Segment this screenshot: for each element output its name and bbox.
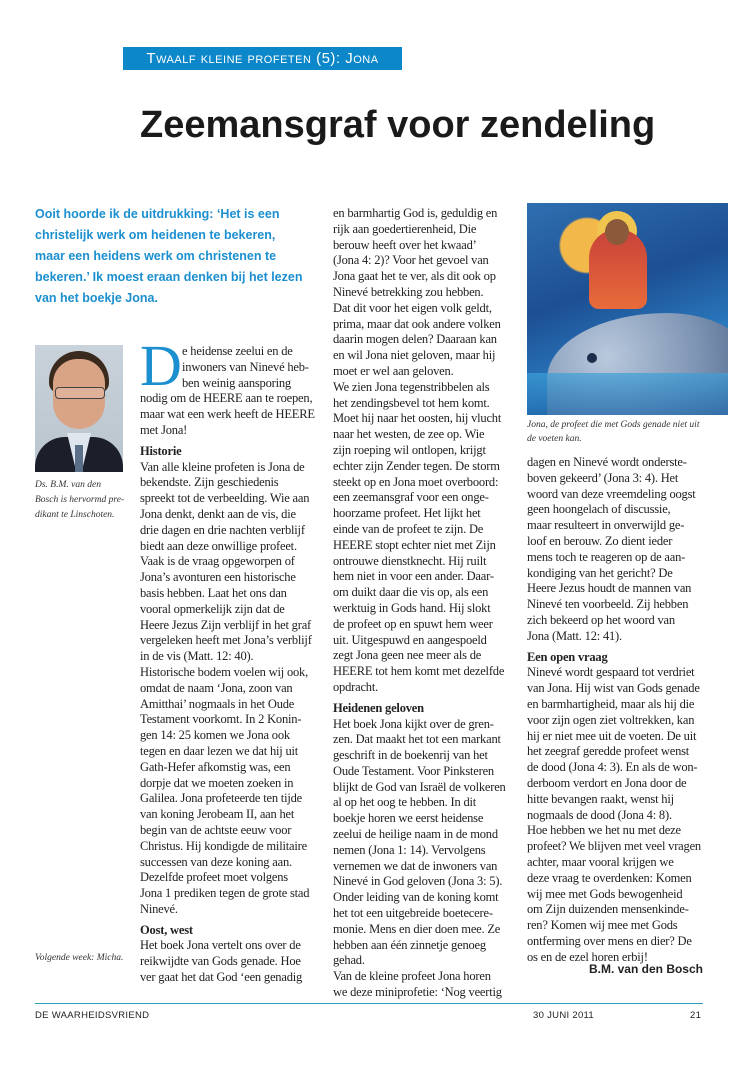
body-text-line: echter zijn Zender tegen. De storm — [333, 458, 500, 473]
body-text-line: Testament voorkomt. In 2 Konin- — [140, 712, 302, 727]
body-text-line: inwoners van Ninevé heb- — [182, 359, 309, 374]
body-text-line: hoorzame profeet. Het lijkt het — [333, 506, 481, 521]
body-text-line: Ninevé. — [140, 901, 178, 916]
body-text-line: van Jona. Hij wist van Gods genade — [527, 681, 700, 696]
article-column-1 — [140, 344, 326, 986]
body-text-line: Onder leiding van de koning komt — [333, 890, 499, 905]
body-text-line: het zeegraf geredde profeet wenst — [527, 744, 690, 759]
body-text-line: vergeleken heeft met Jona’s verblijf — [140, 633, 312, 648]
body-text-line: Hoe hebben we het nu met deze — [527, 823, 681, 838]
body-text-line: Dezelfde profeet moet volgens — [140, 870, 288, 885]
body-text-line: werktuig in Gods hand. Hij slokt — [333, 600, 491, 615]
footer-page-number: 21 — [690, 1010, 702, 1021]
body-text-line: dagen en Ninevé wordt onderste- — [527, 455, 687, 469]
body-text-line: Oude Testament. Voor Pinksteren — [333, 763, 494, 778]
body-text-line: naar het westen, de zee op. Wie — [333, 427, 485, 442]
section-heading: Historie — [140, 443, 182, 458]
body-text-line: os en de ezel horen erbij! — [527, 949, 648, 964]
body-text-line: Amitthai’ nogmaals in het Oude — [140, 696, 295, 711]
body-text-line: Moet hij naar het oosten, hij vlucht — [333, 411, 502, 426]
body-text-line: van koning Jerobeam II, aan het — [140, 807, 295, 822]
body-text-line: de dood (Jona 4: 3). En als de won- — [527, 760, 698, 775]
body-text-line: zegt Jona geen nee meer als de — [333, 648, 482, 663]
section-heading: Heidenen geloven — [333, 700, 424, 715]
body-text-line: Dat dit voor het eigen volk geldt, — [333, 300, 492, 315]
body-text-line: zijn roeping wil ontlopen, krijgt — [333, 442, 486, 457]
body-text-line: HEERE tot hem komt met dezelfde — [333, 664, 505, 679]
caption-line: Bosch is hervormd pre- — [35, 495, 125, 505]
body-text-line: maar resulteert in onverwijld ge- — [527, 518, 685, 533]
caption-line: Ds. B.M. van den — [35, 480, 101, 490]
body-text-line: rijk aan goedertierenheid, Die — [333, 221, 477, 236]
body-text-line: gehad. — [333, 953, 365, 968]
body-text-line: Historische bodem voelen wij ook, — [140, 664, 309, 679]
footer-publication: DE WAARHEIDSVRIEND — [35, 1010, 150, 1021]
author-photo — [35, 345, 123, 472]
series-banner: Twaalf kleine profeten (5): Jona — [123, 47, 402, 70]
footer-date: 30 JUNI 2011 — [533, 1010, 594, 1021]
body-text-line: gen 14: 25 komen we Jona ook — [140, 728, 290, 743]
body-text-line: Ninevé in God geloven (Jona 3: 5). — [333, 874, 503, 889]
body-text-line: tegen en daar lezen we dat hij uit — [140, 743, 299, 758]
body-text-line: maar wat een werk heeft de HEERE — [140, 407, 315, 422]
body-text-line: Van alle kleine profeten is Jona de — [140, 459, 305, 474]
body-text-line: Heere Jezus houdt de mannen van — [527, 581, 692, 596]
body-text-line: geen hoongelach of discussie, — [527, 502, 671, 517]
body-text-line: Jona 1 prediken tegen de grote stad — [140, 886, 310, 901]
body-text-line: al op het oog te hebben. In dit — [333, 795, 477, 810]
body-text-line: Ninevé ten voorbeeld. Zij hebben — [527, 597, 689, 612]
author-signature: B.M. van den Bosch — [588, 962, 703, 976]
section-heading: Een open vraag — [527, 649, 608, 664]
lead-line: christelijk werk om heidenen te bekeren, — [35, 228, 276, 242]
body-text-line: profeet? We blijven met veel vragen — [527, 839, 701, 854]
body-text-line: zich bekeerd op het woord van — [527, 612, 675, 627]
body-text-line: loof en berouw. Zo dient ieder — [527, 533, 673, 548]
body-text-line: zen. Dat maakt het tot een markant — [333, 732, 501, 747]
body-text-line: Ninevé wordt gespaard tot verdriet — [527, 665, 695, 680]
body-text-line: Jona denkt, denkt aan de vis, die — [140, 506, 296, 521]
body-text-line: nogmaals de dood (Jona 4: 8). — [527, 807, 672, 822]
body-text-line: achter, maar vooral krijgen we — [527, 854, 674, 869]
body-text-line: in de vis (Matt. 12: 40). — [140, 649, 254, 664]
body-text-line: dorpje dat we moeten zoeken in — [140, 775, 294, 790]
image-caption — [527, 418, 732, 446]
body-text-line: en wil Jona niet geloven, maar hij — [333, 348, 496, 363]
body-text-line: zeelui de heilige naam in de mond — [333, 827, 498, 842]
body-text-line: opdracht. — [333, 679, 379, 694]
body-text-line: woord van deze vreemdeling oogst — [527, 486, 696, 501]
body-text-line: voor zijn ogen ziet voltrekken, kan — [527, 712, 695, 727]
body-text-line: mens toch te reageren op de aan- — [527, 549, 686, 564]
body-text-line: vooral opmerkelijk zijn dat de — [140, 601, 285, 616]
section-heading: Oost, west — [140, 922, 193, 937]
body-text-line: Christus. Hij kondigde de militaire — [140, 838, 307, 853]
article-column-2 — [333, 206, 519, 1001]
body-text-line: en barmhartigheid, maar als hij die — [527, 696, 695, 711]
body-text-line: einde van de profeet te zijn. De — [333, 521, 484, 536]
body-text-line: boekje horen we eerst heidense — [333, 811, 484, 826]
body-text-line: steekt op en Jona moet overboord: — [333, 474, 499, 489]
next-week-note: Volgende week: Micha. — [35, 953, 124, 963]
lead-line: maar een heidens werk om christenen te — [35, 249, 277, 263]
body-text-line: ontrouwe dienstknecht. Hij ruilt — [333, 553, 487, 568]
lead-line: van het boekje Jona. — [35, 291, 158, 305]
body-text-line: (Jona 4: 2)? Voor het gevoel van — [333, 253, 489, 268]
body-text-line: uit. Uitgespuwd en aangespoeld — [333, 632, 487, 647]
body-text-line: ver gaat het dat God ‘een genadig — [140, 970, 303, 985]
body-text-line: omdat de naam ‘Jona, zoon van — [140, 680, 293, 695]
body-text-line: wij mee met Gods bewogenheid — [527, 886, 683, 901]
body-text-line: begin van de achtste eeuw voor — [140, 822, 292, 837]
body-text-line: reikwijdte van Gods genade. Hoe — [140, 954, 301, 969]
body-text-line: boven gekeerd’ (Jona 3: 4). Het — [527, 470, 679, 485]
body-text-line: met Jona! — [140, 422, 188, 437]
body-text-line: een zeemansgraf voor een onge- — [333, 490, 489, 505]
body-text-line: hebben aan één zinnetje genoeg — [333, 937, 486, 952]
body-text-line: Heere Jezus Zijn verblijf in het graf — [140, 617, 311, 632]
body-text-line: derboom verdort en Jona door de — [527, 775, 687, 790]
caption-line: dikant te Linschoten. — [35, 510, 115, 520]
body-text-line: we deze miniprofetie: ‘Nog veertig — [333, 985, 502, 1000]
body-text-line: deze vraag te overdenken: Komen — [527, 870, 692, 885]
body-text-line: berouw heeft over het kwaad’ — [333, 237, 477, 252]
body-text-line: Galilea. Jona profeteerde ten tijde — [140, 791, 303, 806]
body-text-line: moet er wel aan geloven. — [333, 363, 454, 378]
body-text-line: basis hebben. Laat het ons dan — [140, 585, 287, 600]
body-text-line: het zendingsbevel tot hem komt. — [333, 395, 490, 410]
body-text-line: en barmhartig God is, geduldig en — [333, 206, 498, 220]
body-text-line: de profeet op en spuwt hem weer — [333, 616, 493, 631]
body-text-line: geschrift in de boekenrij van het — [333, 748, 488, 763]
article-column-3 — [527, 455, 732, 966]
body-text-line: prima, maar dat ook andere volken — [333, 316, 501, 331]
body-text-line: hem niet in voor een ander. Daar- — [333, 569, 494, 584]
body-text-line: ben weinig aansporing — [182, 375, 291, 390]
body-text-line: ontferming over mens en dier? De — [527, 933, 692, 948]
body-text-line: Het boek Jona vertelt ons over de — [140, 938, 301, 953]
body-text-line: ren? Komen wij mee met Gods — [527, 918, 678, 933]
body-text-line: om Zijn duizenden mensenkinde- — [527, 902, 689, 917]
footer-divider — [35, 1003, 703, 1004]
body-text-line: Vaak is de vraag opgeworpen of — [140, 554, 295, 569]
body-text-line: om duikt daar die vis op, als een — [333, 585, 489, 600]
caption-line: de voeten kan. — [527, 434, 582, 444]
lead-line: Ooit hoorde ik de uitdrukking: ‘Het is een — [35, 207, 280, 221]
body-text-line: We zien Jona tegenstribbelen als — [333, 379, 490, 394]
lead-intro — [35, 204, 325, 309]
body-text-line: Gath-Hefer afkomstig was, een — [140, 759, 291, 774]
body-text-line: Ninevé betrekking zou hebben. — [333, 284, 484, 299]
author-caption — [35, 478, 130, 523]
body-text-line: Jona (Matt. 12: 41). — [527, 628, 622, 643]
body-text-line: Het boek Jona kijkt over de gren- — [333, 716, 494, 731]
body-text-line: daarin mogen delen? Daaraan kan — [333, 332, 497, 347]
body-text-line: e heidense zeelui en de — [182, 344, 293, 358]
body-text-line: biedt aan deze onwillige profeet. — [140, 538, 297, 553]
body-text-line: monie. Mens en dier doen mee. Ze — [333, 921, 501, 936]
lead-line: bekeren.’ Ik moest eraan denken bij het lezen — [35, 270, 303, 284]
body-text-line: Jona gaat het te ver, als dit ook op — [333, 269, 496, 284]
body-text-line: het tot een uitgebreide boetecere- — [333, 906, 493, 921]
body-text-line: blijkt de God van Israël de volkeren — [333, 779, 506, 794]
body-text-line: spreekt tot de verbeelding. Wie aan — [140, 491, 310, 506]
body-text-line: nodig om de HEERE aan te roepen, — [140, 391, 313, 406]
body-text-line: kondiging van het gericht? De — [527, 565, 673, 580]
body-text-line: nemen (Jona 1: 14). Vervolgens — [333, 842, 486, 857]
body-text-line: Jona’s avonturen een historische — [140, 570, 296, 585]
body-text-line: Van de kleine profeet Jona horen — [333, 969, 491, 984]
body-text-line: hij er niet mee uit de voeten. De uit — [527, 728, 697, 743]
drop-cap: D — [140, 333, 182, 398]
caption-line: Jona, de profeet die met Gods genade niet uit — [527, 420, 700, 430]
body-text-line: HEERE stopt echter niet met Zijn — [333, 537, 496, 552]
body-text-line: successen van deze koning aan. — [140, 854, 292, 869]
body-text-line: drie dagen en drie nachten verblijf — [140, 522, 305, 537]
body-text-line: bekendste. Zijn geschiedenis — [140, 475, 279, 490]
jona-painting-image — [527, 203, 728, 415]
body-text-line: hitte bevangen raakt, wenst hij — [527, 791, 674, 806]
article-title: Zeemansgraf voor zendeling — [140, 104, 656, 146]
body-text-line: vernemen we dat de inwoners van — [333, 858, 498, 873]
